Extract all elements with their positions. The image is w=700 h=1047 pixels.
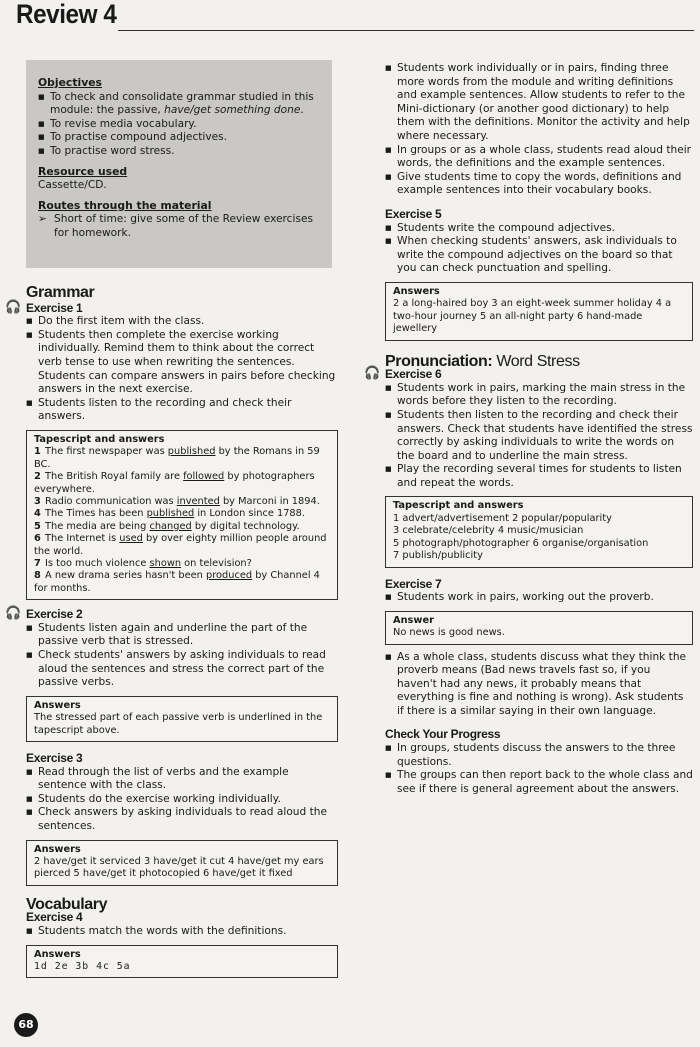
list-item: ■ In groups or as a whole class, students read aloud their words, the definitions and the example sentences. — [385, 144, 693, 171]
exercise-5-answer-box — [385, 282, 693, 341]
tapescript-line: 1 The first newspaper was published by the Romans in 59 BC. — [34, 446, 320, 470]
exercise-1-title: Exercise 1 — [26, 300, 83, 315]
headphones-icon: 🎧 — [5, 606, 22, 622]
box-heading: Answer — [393, 614, 434, 626]
exercise-2-title: Exercise 2 — [26, 607, 83, 622]
box-text: 2 have/get it serviced 3 have/get it cut 4 have/get my ears pierced 5 have/get it photocopied 6 have/get it fixed — [34, 855, 324, 880]
list-item: ■ Give students time to copy the words, definitions and example sentences into their vocabulary books. — [385, 171, 693, 198]
exercise-2 — [5, 606, 338, 622]
tapescript-line: 2 The British Royal family are followed by photographers everywhere. — [34, 471, 315, 495]
list-item: ■ Play the recording several times for students to listen and repeat the words. — [385, 463, 693, 490]
tapescript-line: 8 A new drama series hasn't been produced by Channel 4 for months. — [34, 570, 320, 594]
exercise-6-title: Exercise 6 — [385, 367, 442, 382]
grammar-heading: Grammar — [26, 284, 95, 301]
box-text: 1d 2e 3b 4c 5a — [34, 960, 131, 972]
exercise-3 — [26, 752, 338, 766]
exercise-7-title: Exercise 7 — [385, 576, 442, 591]
list-item: ■ Students work individually or in pairs, finding three more words from the module and writing definitions and example sentences. Allow students to refer to the Mini-dictionary (or another good dictionary) to help them with the definitions. Monitor the activity and help where necessary. — [385, 62, 693, 144]
exercise-4 — [26, 911, 338, 925]
exercise-7-answer-box — [385, 611, 693, 645]
check-progress-heading: Check Your Progress — [385, 727, 501, 742]
list-item: ■ As a whole class, students discuss what they think the proverb means (Bad news travels fast so, if you haven't had any news, it probably means that everything is fine and nothing is wrong). Ask students if there is a similar saying in their own language. — [385, 651, 693, 719]
exercise-4-answer-box — [26, 945, 338, 979]
box-heading: Answers — [393, 285, 440, 297]
vocabulary-heading: Vocabulary — [26, 895, 108, 913]
headphones-icon: 🎧 — [364, 366, 381, 382]
headphones-icon: 🎧 — [5, 299, 22, 315]
tapescript-line: 7 publish/publicity — [393, 550, 483, 562]
title-rule — [118, 30, 694, 31]
page-title: Review 4 — [16, 0, 117, 29]
exercise-7 — [385, 578, 693, 592]
right-column — [364, 62, 693, 796]
exercise-3-answer-box — [26, 840, 338, 886]
tapescript-line: 5 photograph/photographer 6 organise/organisation — [393, 537, 649, 549]
objective-item: ■ To check and consolidate grammar studied in this module: the passive, have/get something done. — [38, 91, 320, 118]
exercise-1 — [5, 299, 338, 316]
tapescript-line: 3 celebrate/celebrity 4 music/musician — [393, 525, 584, 537]
pronunciation-heading: Pronunciation: Word Stress — [385, 352, 580, 370]
exercise-6-bullets — [385, 382, 693, 491]
list-item: ■ Students match the words with the definitions. — [26, 925, 338, 939]
list-item: ■ In groups, students discuss the answers to the three questions. — [385, 742, 693, 769]
box-text: No news is good news. — [393, 627, 505, 639]
vocabulary-continued-bullets — [385, 62, 693, 198]
box-heading: Tapescript and answers — [393, 500, 524, 512]
list-item: ■ Students then complete the exercise working individually. Remind them to think about the correct verb tense to use when rewriting the sentences. Students can compare answers in pairs before checking answers in the next exercise. — [26, 329, 338, 397]
list-item: ■ When checking students' answers, ask individuals to write the compound adjectives on the board so that you can check punctuation and spelling. — [385, 235, 693, 276]
page-header — [16, 0, 700, 52]
list-item: ■ Students work in pairs, working out the proverb. — [385, 591, 693, 605]
tapescript-line: 7 Is too much violence shown on television? — [34, 558, 252, 569]
objectives-list — [38, 91, 320, 159]
exercise-1-bullets — [26, 315, 338, 424]
box-heading: Answers — [34, 699, 81, 711]
tapescript-line: 5 The media are being changed by digital technology. — [34, 520, 300, 532]
exercise-6-answer-box — [385, 496, 693, 567]
objective-item: ■ To practise word stress. — [38, 145, 320, 159]
routes-heading: Routes through the material — [38, 198, 212, 212]
list-item: ■ Students listen again and underline the part of the passive verb that is stressed. — [26, 622, 338, 649]
exercise-1-answer-box — [26, 430, 338, 600]
tapescript-line: 3 Radio communication was invented by Marconi in 1894. — [34, 495, 320, 507]
exercise-3-bullets — [26, 766, 338, 834]
check-progress-bullets — [385, 742, 693, 796]
box-text: 2 a long-haired boy 3 an eight-week summer holiday 4 a two-hour journey 5 an all-night party 6 hand-made jewellery — [393, 298, 672, 335]
list-item: ■ Students work in pairs, marking the main stress in the words before they listen to the recording. — [385, 382, 693, 409]
objectives-box — [26, 60, 332, 268]
exercise-2-answer-box — [26, 696, 338, 742]
resource-text: Cassette/CD. — [38, 179, 107, 192]
exercise-2-bullets — [26, 622, 338, 690]
list-item: ■ Do the first item with the class. — [26, 315, 338, 329]
resource-heading: Resource used — [38, 164, 128, 178]
page-number: 68 — [14, 1013, 38, 1037]
exercise-5 — [385, 208, 693, 222]
box-text: The stressed part of each passive verb is underlined in the tapescript above. — [34, 712, 323, 736]
exercise-4-bullets — [26, 925, 338, 939]
list-item: ■ Students then listen to the recording and check their answers. Check that students have identified the stress correctly by asking individuals to write the words on the board and to underline the main stress. — [385, 409, 693, 463]
grammar-section — [5, 284, 338, 978]
box-heading: Answers — [34, 948, 81, 960]
exercise-7-bullets-2 — [385, 651, 693, 719]
tapescript-line: 1 advert/advertisement 2 popular/popularity — [393, 512, 612, 524]
exercise-6 — [364, 366, 693, 382]
list-item: ■ Check students' answers by asking individuals to read aloud the sentences and stress the correct part of the passive verbs. — [26, 649, 338, 690]
box-heading: Tapescript and answers — [34, 433, 165, 445]
exercise-7-bullets — [385, 591, 693, 605]
list-item: ■ Students write the compound adjectives. — [385, 222, 693, 236]
exercise-4-title: Exercise 4 — [26, 910, 83, 925]
list-item: ■ Check answers by asking individuals to read aloud the sentences. — [26, 806, 338, 833]
list-item: ■ Students do the exercise working individually. — [26, 793, 338, 807]
objective-item: ■ To practise compound adjectives. — [38, 131, 320, 145]
tapescript-line: 4 The Times has been published in London since 1788. — [34, 508, 306, 520]
objective-item: ■ To revise media vocabulary. — [38, 118, 320, 132]
objectives-heading: Objectives — [38, 76, 102, 89]
tapescript-line: 6 The Internet is used by over eighty million people around the world. — [34, 533, 327, 557]
exercise-3-title: Exercise 3 — [26, 751, 83, 765]
routes-text: ➢ Short of time: give some of the Review exercises for homework. — [38, 213, 320, 240]
exercise-5-bullets — [385, 222, 693, 276]
list-item: ■ Read through the list of verbs and the example sentence with the class. — [26, 766, 338, 793]
list-item: ■ Students listen to the recording and check their answers. — [26, 397, 338, 424]
exercise-5-title: Exercise 5 — [385, 206, 442, 221]
box-heading: Answers — [34, 843, 81, 855]
list-item: ■ The groups can then report back to the whole class and see if there is general agreement about the answers. — [385, 769, 693, 796]
